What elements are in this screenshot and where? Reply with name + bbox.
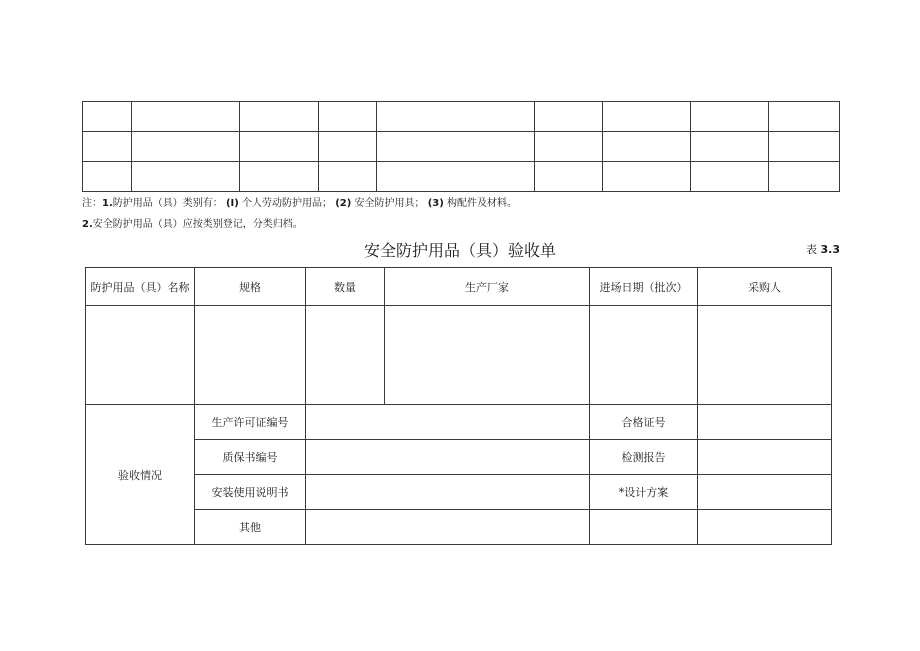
table-row	[83, 162, 840, 192]
warranty-field[interactable]	[306, 440, 590, 475]
table-row	[86, 440, 832, 475]
other-label: 其他	[195, 510, 306, 545]
table-row	[86, 306, 832, 405]
page-title: 安全防护用品（具）验收单	[363, 241, 556, 260]
table-number: 表 3.3	[806, 243, 840, 256]
note-line-1: 注：1.防护用品（具）类别有： (I) 个人劳动防护用品； (2) 安全防护用具； (3) 构配件及材料。	[82, 198, 517, 209]
test-report-field[interactable]	[698, 440, 832, 475]
other-field[interactable]	[306, 510, 590, 545]
manufacturer-cell[interactable]	[385, 306, 590, 405]
design-plan-field[interactable]	[698, 475, 832, 510]
certificate-label: 合格证号	[590, 405, 698, 440]
acceptance-section-label: 验收情况	[86, 405, 195, 545]
design-plan-label: *设计方案	[590, 475, 698, 510]
header-spec: 规格	[195, 268, 306, 306]
extra-field-cell[interactable]	[698, 510, 832, 545]
name-cell[interactable]	[86, 306, 195, 405]
header-name: 防护用品（具）名称	[86, 268, 195, 306]
header-manufacturer: 生产厂家	[385, 268, 590, 306]
table-row	[86, 475, 832, 510]
spec-cell[interactable]	[195, 306, 306, 405]
certificate-field[interactable]	[698, 405, 832, 440]
table-row	[86, 405, 832, 440]
manual-field[interactable]	[306, 475, 590, 510]
production-license-field[interactable]	[306, 405, 590, 440]
header-quantity: 数量	[306, 268, 385, 306]
entry-date-cell[interactable]	[590, 306, 698, 405]
previous-table-fragment	[82, 101, 840, 192]
acceptance-form-table	[85, 267, 832, 545]
table-row	[83, 132, 840, 162]
quantity-cell[interactable]	[306, 306, 385, 405]
header-purchaser: 采购人	[698, 268, 832, 306]
manual-label: 安装使用说明书	[195, 475, 306, 510]
note-line-2: 2.安全防护用品（具）应按类别登记，分类归档。	[82, 219, 303, 230]
extra-label-cell[interactable]	[590, 510, 698, 545]
table-header-row	[86, 268, 832, 306]
purchaser-cell[interactable]	[698, 306, 832, 405]
test-report-label: 检测报告	[590, 440, 698, 475]
header-entry-date: 进场日期（批次）	[590, 268, 698, 306]
warranty-label: 质保书编号	[195, 440, 306, 475]
production-license-label: 生产许可证编号	[195, 405, 306, 440]
table-row	[83, 102, 840, 132]
table-row	[86, 510, 832, 545]
